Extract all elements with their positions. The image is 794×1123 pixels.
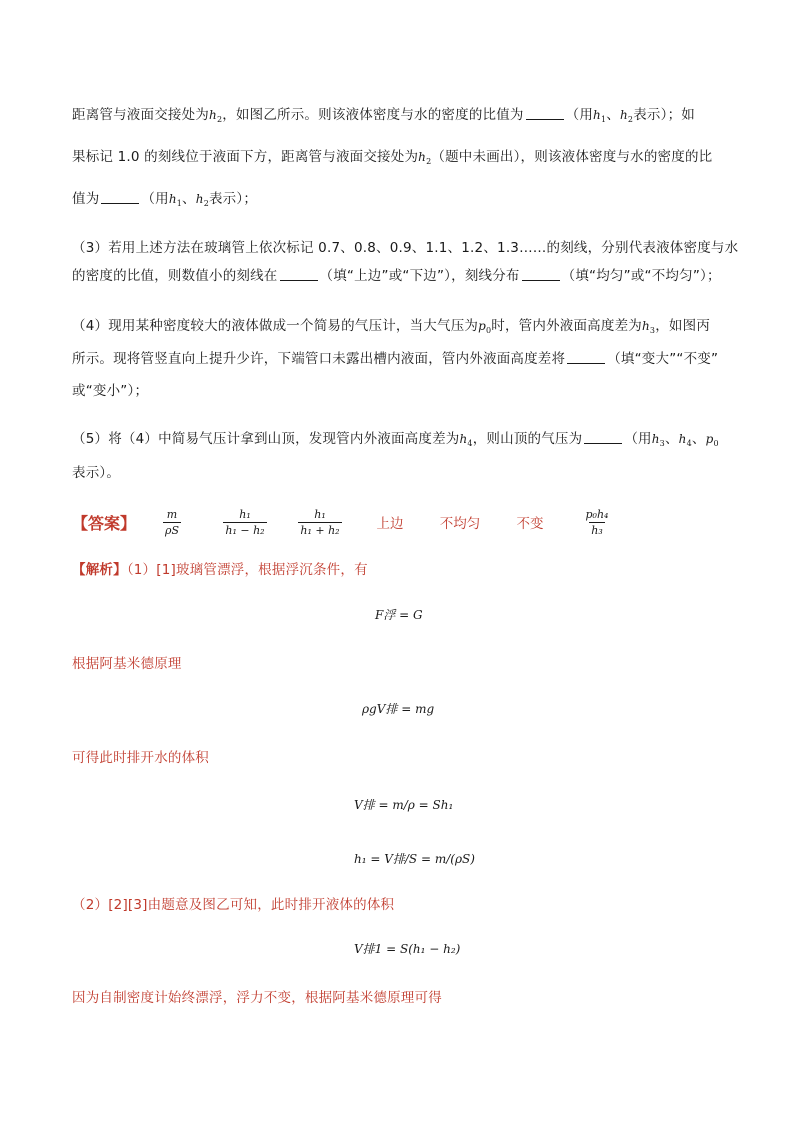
question-line <box>72 266 722 286</box>
answer-3: $\frac{\text{h₁}}{\text{h₁ + h₂}}$ <box>300 507 340 537</box>
text-span: 距离管与液面交接处为 <box>72 107 209 123</box>
text-span: （2）[2][3]由题意及图乙可知，此时排开液体的体积 <box>72 897 395 913</box>
analysis-line <box>72 988 722 1008</box>
text-span: （1）[1]玻璃管漂浮，根据浮沉条件，有 <box>126 562 368 578</box>
analysis-line <box>72 748 722 768</box>
question-line <box>72 316 722 341</box>
question-line <box>72 238 739 258</box>
text-span: 表示）。 <box>72 465 121 481</box>
text-span: 、 <box>664 431 679 447</box>
text-span: 可得此时排开水的体积 <box>72 750 209 766</box>
answer-blank <box>584 430 622 444</box>
analysis-label: 【解析】 <box>72 562 127 578</box>
math-h4: $h_4$ <box>459 432 473 448</box>
text-span: （用 <box>624 431 652 447</box>
text-span: （5）将（4）中简易气压计拿到山顶，发现管内外液面高度差为 <box>72 431 460 447</box>
math-p0: $p_0$ <box>705 432 719 448</box>
text-span: 、 <box>182 191 196 207</box>
math-h2: $h_2$ <box>418 150 432 166</box>
math-h1: $h_1$ <box>593 108 607 124</box>
question-line <box>72 381 722 401</box>
equation-2: ρgV排 = mg <box>362 702 435 716</box>
math-h2: $h_2$ <box>619 108 634 124</box>
math-h2: $h_2$ <box>209 108 223 124</box>
answer-blank <box>101 190 139 204</box>
text-span: 表示）； <box>208 191 258 207</box>
text-span: 因为自制密度计始终漂浮，浮力不变，根据阿基米德原理可得 <box>72 990 442 1006</box>
text-span: （用 <box>565 107 594 123</box>
text-span: （填“上边”或“下边”），刻线分布 <box>319 268 520 284</box>
text-span: ，如图乙所示。则该液体密度与水的密度的比值为 <box>222 107 524 123</box>
text-span: ，如图丙 <box>655 318 711 334</box>
text-span: （用 <box>141 191 169 207</box>
text-span: （4）现用某种密度较大的液体做成一个简易的气压计，当大气压为 <box>72 318 479 334</box>
answer-blank <box>567 350 605 364</box>
text-span: 、 <box>606 107 620 123</box>
math-h1: $h_1$ <box>168 192 183 208</box>
text-span: 、 <box>691 431 706 447</box>
text-span: （填“均匀”或“不均匀”）； <box>561 268 721 284</box>
text-span: （填“变大”“不变” <box>607 351 719 367</box>
answer-blank <box>522 267 560 281</box>
text-span: 表示）；如 <box>633 107 695 123</box>
text-span: 果标记 1.0 的刻线位于液面下方，距离管与液面交接处为 <box>72 149 419 165</box>
question-line <box>72 349 722 369</box>
answer-4: 上边 <box>376 516 404 532</box>
text-span: 值为 <box>72 191 100 207</box>
answer-blank <box>280 267 318 281</box>
text-span: ，则山顶的气压为 <box>472 431 583 447</box>
math-p0: $p_0$ <box>478 319 492 335</box>
equation-3: V排 = m/ρ = Sh₁ <box>354 798 454 812</box>
answer-5: 不均匀 <box>439 516 481 532</box>
answer-label: 【答案】 <box>72 513 137 533</box>
text-span: 时，管内外液面高度差为 <box>491 318 642 334</box>
analysis-line <box>72 560 722 580</box>
text-span: 的密度的比值，则数值小的刻线在 <box>72 268 278 284</box>
equation-5: V排1 = S(h₁ − h₂) <box>354 942 461 956</box>
math-h3: $h_3$ <box>641 319 656 335</box>
text-span: 根据阿基米德原理 <box>72 656 182 672</box>
math-h2: $h_2$ <box>195 192 209 208</box>
question-line <box>72 189 722 214</box>
answer-7: $\frac{\text{p₀h₄}}{\text{h₃}}$ <box>585 507 609 537</box>
answer-6: 不变 <box>516 516 544 532</box>
answer-2: $\frac{\text{h₁}}{\text{h₁ − h₂}}$ <box>225 507 265 537</box>
question-line <box>72 463 722 483</box>
math-h4: $h_4$ <box>678 432 692 448</box>
analysis-line <box>72 895 722 915</box>
answer-blank <box>526 106 564 120</box>
math-h3: $h_3$ <box>651 432 665 448</box>
answer-1: $\frac{m}{\rho S}$ <box>164 507 179 537</box>
answer-row <box>72 500 722 544</box>
question-line <box>72 105 722 130</box>
text-span: （题中未画出），则该液体密度与水的密度的比 <box>431 149 713 165</box>
text-span: （3）若用上述方法在玻璃管上依次标记 0.7、0.8、0.9、1.1、1.2、1.3……的刻线，分别代表液体密度与水 <box>72 240 739 256</box>
text-span: 或“变小”）； <box>72 383 149 399</box>
question-line <box>72 147 722 172</box>
analysis-line <box>72 654 722 674</box>
question-line <box>72 429 722 454</box>
equation-1: F浮 = G <box>375 608 423 622</box>
equation-4: h₁ = V排/S = m/(ρS) <box>354 852 475 866</box>
text-span: 所示。现将管竖直向上提升少许，下端管口未露出槽内液面，管内外液面高度差将 <box>72 351 566 367</box>
